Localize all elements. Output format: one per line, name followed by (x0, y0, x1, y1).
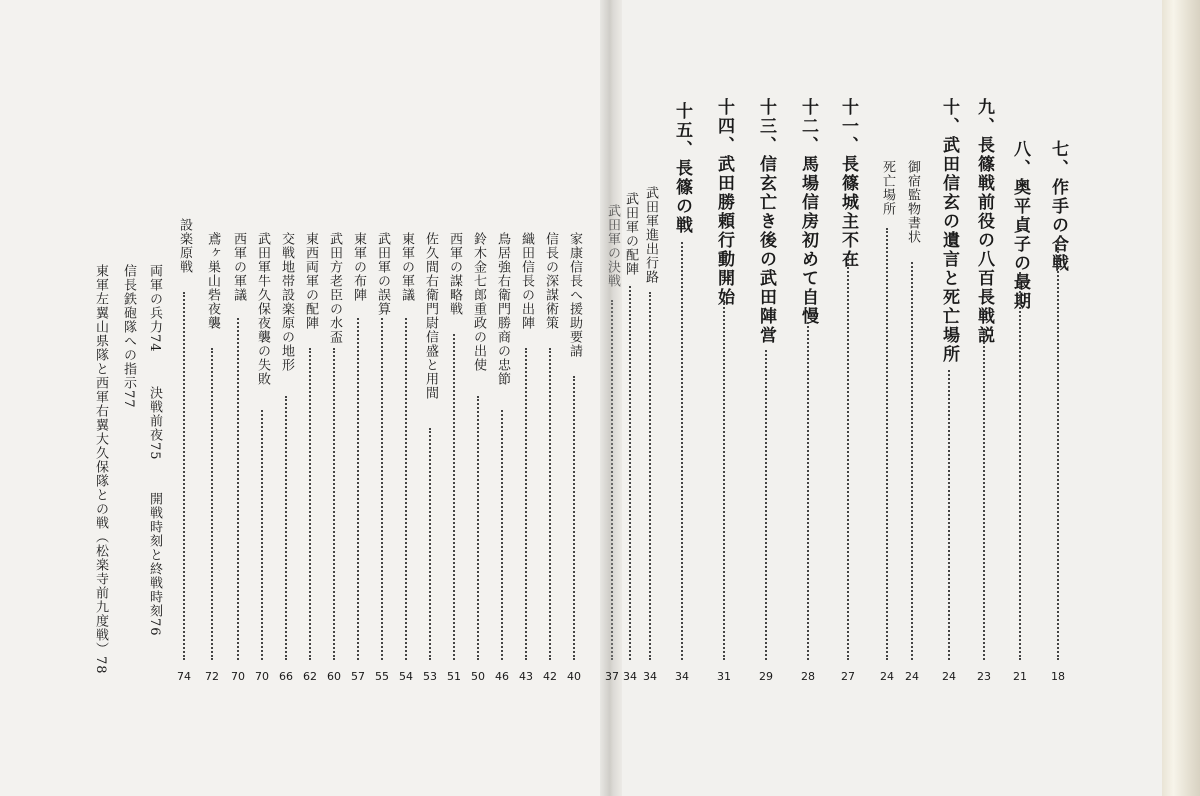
dot-leader (765, 350, 767, 660)
page-number: 24 (905, 670, 919, 683)
page-number: 24 (880, 670, 894, 683)
toc-entry-title: 九、長篠戦前役の八百長戦説 (974, 98, 994, 345)
toc-subentry-title: 西軍の軍議 (231, 232, 246, 302)
dot-leader (1019, 272, 1021, 660)
toc-entry-title: 十、武田信玄の遺言と死亡場所 (939, 98, 959, 364)
page-number: 34 (643, 670, 657, 683)
dot-leader (381, 318, 383, 660)
toc-entry-title: 十四、武田勝頼行動開始 (714, 98, 734, 307)
toc-entry-title: 十二、馬場信房初めて自慢 (798, 98, 818, 326)
page-number: 60 (327, 670, 341, 683)
page-number: 31 (717, 670, 731, 683)
dot-leader (573, 376, 575, 660)
dot-leader (309, 348, 311, 660)
dot-leader (807, 322, 809, 660)
dot-leader (886, 228, 888, 660)
toc-subentry-title: 東軍の軍議 (399, 232, 414, 302)
dot-leader (211, 348, 213, 660)
dot-leader (477, 396, 479, 660)
dot-leader (429, 428, 431, 660)
page-number: 46 (495, 670, 509, 683)
dot-leader (261, 410, 263, 660)
toc-subentry-title: 武田軍の決戦 (605, 204, 620, 288)
toc-subentry-title: 佐久間右衛門尉信盛と用間 (423, 232, 438, 400)
toc-subentry-title: 死亡場所 (880, 160, 895, 216)
page-number: 29 (759, 670, 773, 683)
page-number: 23 (977, 670, 991, 683)
page-number: 54 (399, 670, 413, 683)
dot-leader (681, 242, 683, 660)
page-number: 34 (623, 670, 637, 683)
page-number: 74 (177, 670, 191, 683)
page-number: 62 (303, 670, 317, 683)
dot-leader (847, 256, 849, 660)
page-number: 70 (255, 670, 269, 683)
dot-leader (237, 318, 239, 660)
dot-leader (183, 292, 185, 660)
toc-entry-title: 八、奥平貞子の最期 (1010, 140, 1030, 311)
toc-subentry-title: 東軍の布陣 (351, 232, 366, 302)
dot-leader (649, 292, 651, 660)
toc-subentry-title: 武田軍進出行路 (643, 186, 658, 284)
page-number: 50 (471, 670, 485, 683)
toc-subentry-title: 信長の深謀術策 (543, 232, 558, 330)
dot-leader (453, 334, 455, 660)
page-number: 42 (543, 670, 557, 683)
book-cover-edge (1162, 0, 1200, 796)
dot-leader (285, 396, 287, 660)
toc-subentry-title: 鳶ヶ巣山砦夜襲 (205, 232, 220, 330)
page-number: 34 (675, 670, 689, 683)
toc-entry-title: 十三、信玄亡き後の武田陣営 (756, 98, 776, 345)
toc-subentry-text: 開戦時刻と終戦時刻76 (147, 492, 162, 637)
toc-entry-title: 十一、長篠城主不在 (838, 98, 858, 269)
page-number: 37 (605, 670, 619, 683)
dot-leader (723, 300, 725, 660)
toc-subentry-text: 両軍の兵力74 (147, 264, 162, 353)
toc-subentry-title: 武田軍の誤算 (375, 232, 390, 316)
page-number: 27 (841, 670, 855, 683)
page-number: 40 (567, 670, 581, 683)
toc-subentry-title: 家康信長へ援助要請 (567, 232, 582, 358)
toc-entry-title: 十五、長篠の戦 (672, 102, 692, 235)
toc-subentry-title: 設楽原戦 (177, 218, 192, 274)
dot-leader (911, 262, 913, 660)
toc-subentry-title: 鳥居強右衛門勝商の忠節 (495, 232, 510, 386)
toc-subentry-title: 西軍の謀略戦 (447, 232, 462, 316)
page-number: 70 (231, 670, 245, 683)
page-number: 55 (375, 670, 389, 683)
dot-leader (948, 370, 950, 660)
dot-leader (333, 348, 335, 660)
page-number: 57 (351, 670, 365, 683)
dot-leader (1057, 240, 1059, 660)
toc-subentry-title: 鈴木金七郎重政の出使 (471, 232, 486, 372)
toc-subentry-text: 信長鉄砲隊への指示77 (121, 264, 136, 409)
page-number: 51 (447, 670, 461, 683)
toc-subentry-text: 決戦前夜75 (147, 386, 162, 461)
toc-subentry-title: 東西両軍の配陣 (303, 232, 318, 330)
toc-entry-title: 七、作手の合戦 (1048, 140, 1068, 273)
dot-leader (549, 348, 551, 660)
dot-leader (611, 300, 613, 660)
page-number: 28 (801, 670, 815, 683)
page-number: 24 (942, 670, 956, 683)
page-number: 66 (279, 670, 293, 683)
toc-subentry-text: 東軍左翼山県隊と西軍右翼大久保隊との戦（松楽寺前九度戦）78 (93, 264, 108, 675)
dot-leader (629, 286, 631, 660)
toc-subentry-title: 御宿監物書状 (905, 160, 920, 244)
page-number: 72 (205, 670, 219, 683)
dot-leader (405, 318, 407, 660)
toc-subentry-title: 武田方老臣の水盃 (327, 232, 342, 344)
page-number: 53 (423, 670, 437, 683)
toc-subentry-title: 武田軍の配陣 (623, 192, 638, 276)
page-number: 43 (519, 670, 533, 683)
dot-leader (357, 318, 359, 660)
dot-leader (983, 342, 985, 660)
toc-subentry-title: 武田軍牛久保夜襲の失敗 (255, 232, 270, 386)
dot-leader (525, 348, 527, 660)
toc-subentry-title: 織田信長の出陣 (519, 232, 534, 330)
page-number: 18 (1051, 670, 1065, 683)
dot-leader (501, 410, 503, 660)
page-number: 21 (1013, 670, 1027, 683)
toc-subentry-title: 交戦地帯設楽原の地形 (279, 232, 294, 372)
